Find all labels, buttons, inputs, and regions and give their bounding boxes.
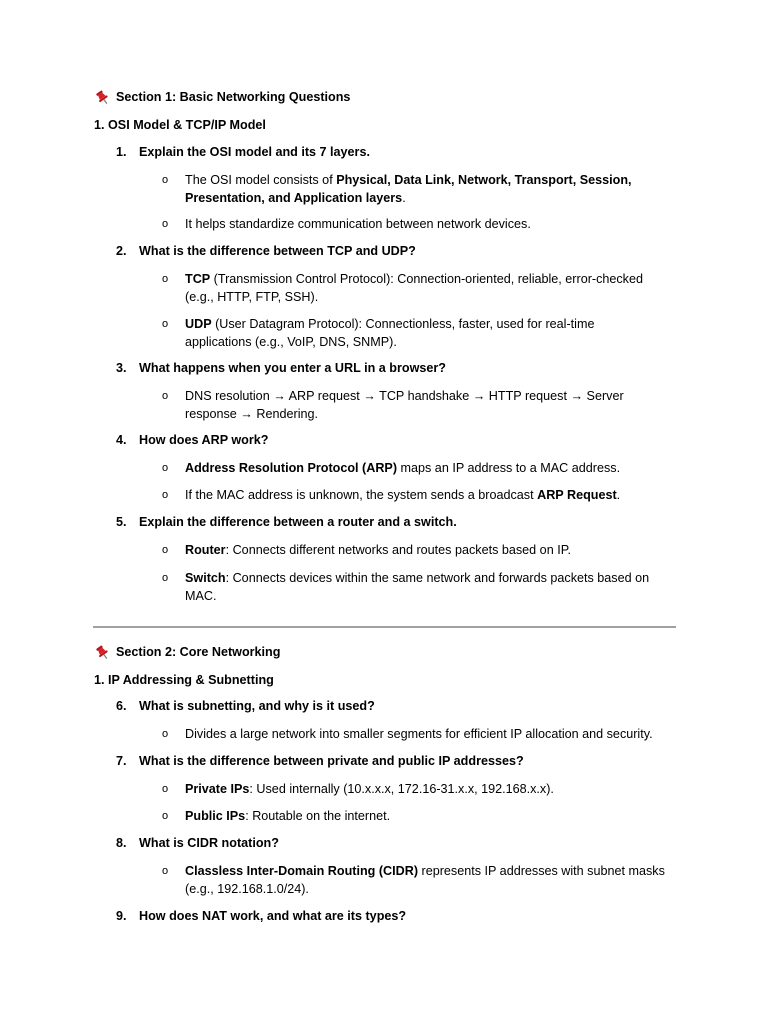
bullet-marker: o: [162, 462, 169, 474]
bold-run: Switch: [185, 571, 226, 585]
text-run: .: [402, 190, 406, 205]
bullet-text: [185, 172, 675, 207]
bullet-text: [185, 487, 675, 505]
text-run: If the MAC address is unknown, the system sends a broadcast: [185, 488, 538, 502]
question-text: What is subnetting, and why is it used?: [139, 699, 375, 713]
bullet-marker: o: [162, 728, 169, 740]
bullet-text: It helps standardize communication between network devices.: [185, 217, 531, 231]
text-run: MAC.: [185, 588, 217, 603]
question-text: Explain the difference between a router and a switch.: [139, 515, 457, 529]
bullet-text: [185, 863, 675, 898]
text-run: : Used internally (10.x.x.x, 172.16-31.x.x, 192.168.x.x).: [249, 782, 554, 796]
bold-run: UDP: [185, 317, 212, 331]
bullet-marker: o: [162, 572, 169, 584]
question-text: How does ARP work?: [139, 433, 269, 447]
bold-run: ARP Request: [537, 488, 617, 502]
text-run: (e.g., 192.168.1.0/24).: [185, 881, 309, 896]
section-title-text: Section 2: Core Networking: [116, 645, 281, 659]
question-number: 9.: [116, 909, 127, 923]
question-number: 4.: [116, 433, 127, 447]
bullet-text: Divides a large network into smaller segments for efficient IP allocation and security.: [185, 727, 653, 741]
bullet-marker: o: [162, 273, 169, 285]
bold-run: Classless Inter-Domain Routing (CIDR): [185, 864, 419, 878]
bold-run: Public IPs: [185, 809, 246, 823]
sub-heading: 1. OSI Model & TCP/IP Model: [94, 118, 266, 132]
question-number: 5.: [116, 515, 127, 529]
text-run: response → Rendering.: [185, 406, 319, 421]
bold-run: Physical, Data Link, Network, Transport, Session,: [336, 173, 632, 187]
question-number: 8.: [116, 836, 127, 850]
text-run: (Transmission Control Protocol): Connection-oriented, reliable, error-checked: [210, 272, 643, 286]
bullet-marker: o: [162, 390, 169, 402]
pushpin-icon: [94, 644, 111, 661]
text-run: .: [616, 488, 621, 502]
question-number: 1.: [116, 145, 127, 159]
bullet-marker: o: [162, 544, 169, 556]
text-run: applications (e.g., VoIP, DNS, SNMP).: [185, 334, 397, 349]
bullet-marker: o: [162, 489, 169, 501]
bold-run: Private IPs: [185, 782, 250, 796]
text-run: : Connects different networks and routes packets based on IP.: [225, 543, 571, 557]
bullet-marker: o: [162, 865, 169, 877]
bullet-marker: o: [162, 318, 169, 330]
bullet-text: [185, 388, 675, 423]
sub-heading: 1. IP Addressing & Subnetting: [94, 673, 274, 687]
bullet-marker: o: [162, 218, 169, 230]
text-run: The OSI model consists of: [185, 173, 337, 187]
question-text: What happens when you enter a URL in a browser?: [139, 361, 446, 375]
text-run: maps an IP address to a MAC address.: [397, 461, 621, 475]
bullet-text: [185, 781, 675, 799]
question-text: Explain the OSI model and its 7 layers.: [139, 145, 370, 159]
text-run: represents IP addresses with subnet masks: [418, 864, 665, 878]
text-run: : Routable on the internet.: [245, 809, 391, 823]
bold-run: TCP: [185, 272, 211, 286]
bullet-text: [185, 460, 675, 478]
question-number: 3.: [116, 361, 127, 375]
bullet-text: [185, 570, 675, 605]
question-text: What is the difference between TCP and UDP?: [139, 244, 416, 258]
text-run: DNS resolution → ARP request → TCP handshake → HTTP request → Server: [185, 389, 624, 403]
bullet-marker: o: [162, 810, 169, 822]
bullet-text: [185, 271, 675, 306]
section-1-title: [94, 89, 350, 107]
question-text: How does NAT work, and what are its types?: [139, 909, 407, 923]
bold-run: Address Resolution Protocol (ARP): [185, 461, 398, 475]
section-title-text: Section 1: Basic Networking Questions: [116, 90, 351, 104]
section-2-title: [94, 644, 280, 662]
question-number: 6.: [116, 699, 127, 713]
section-divider: [93, 626, 676, 628]
pushpin-icon: [94, 89, 111, 106]
question-text: What is CIDR notation?: [139, 836, 279, 850]
bullet-marker: o: [162, 174, 169, 186]
bullet-text: [185, 316, 675, 351]
question-number: 2.: [116, 244, 127, 258]
question-number: 7.: [116, 754, 127, 768]
bold-run: Presentation, and Application layers: [185, 190, 403, 205]
question-text: What is the difference between private and public IP addresses?: [139, 754, 524, 768]
text-run: (User Datagram Protocol): Connectionless, faster, used for real-time: [211, 317, 595, 331]
bold-run: Router: [185, 543, 226, 557]
bullet-text: [185, 542, 675, 560]
bullet-text: [185, 808, 675, 826]
bullet-marker: o: [162, 783, 169, 795]
text-run: (e.g., HTTP, FTP, SSH).: [185, 289, 319, 304]
text-run: : Connects devices within the same network and forwards packets based on: [225, 571, 650, 585]
